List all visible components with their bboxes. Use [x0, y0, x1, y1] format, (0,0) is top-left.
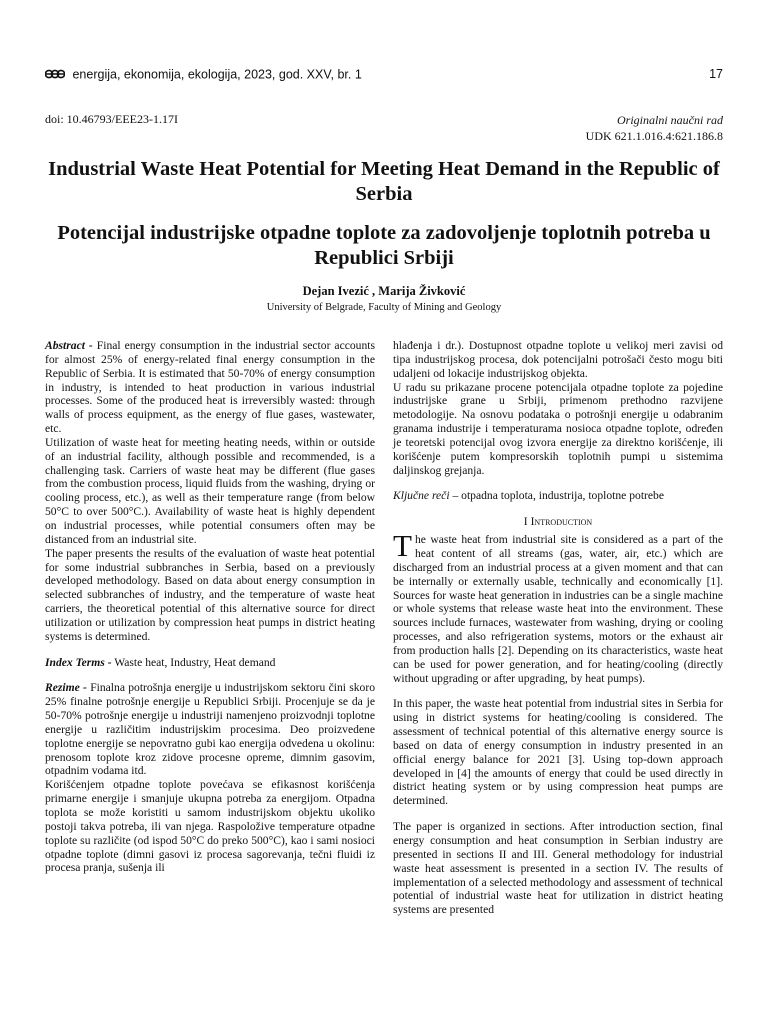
keywords-text: otpadna toplota, industrija, toplotne potrebe — [458, 489, 664, 503]
keywords — [393, 489, 723, 503]
abstract-paragraph-3: The paper presents the results of the evaluation of waste heat potential for some industrial subbranches in Serbia, based on a previously developed methodology. Based on data about energy consumption in selected subbranches of industry, and the temperature of waste heat carriers, the theoretical potential of this alternative source for direct utilization or utilization by compression heat pumps in district heating systems is determined. — [45, 546, 375, 643]
journal-logo-icon — [45, 68, 65, 82]
authors: Dejan Ivezić , Marija Živković — [302, 284, 466, 298]
intro-paragraph-1 — [393, 528, 723, 685]
drop-cap: T — [393, 528, 412, 564]
index-terms-label: Index Terms - — [45, 655, 112, 669]
abstract-paragraph — [45, 339, 375, 436]
running-head — [45, 67, 723, 85]
section-heading-introduction — [393, 515, 723, 529]
title-english: Industrial Waste Heat Potential for Meeting Heat Demand in the Republic of Serbia — [48, 158, 720, 205]
abstract-text: Final energy consumption in the industrial sector accounts for almost 25% of energy-related final energy consumption in the Republic of Serbia. It is estimated that 50-70% of energy consumption in industry, is intended to heat production in various industrial processes. Some of the produced heat is irreversibly wasted: through walls of process equipment, as the energy of flue gases, wastewater, etc. — [45, 339, 375, 436]
rezime-paragraph — [45, 681, 375, 778]
right-column — [393, 339, 723, 917]
index-terms-text: Waste heat, Industry, Heat demand — [111, 655, 276, 669]
keywords-label: Ključne reči – — [393, 489, 459, 503]
rezime-paragraph-2: Korišćenjem otpadne toplote povećava se efikasnost korišćenja primarne energije i smanjuje ukupna potreba za energijom. Otpadna toplota se može koristiti u samom industrijskom objektu ukoliko postoji takva potreba, ili van njega. Raspoložive temperature otpadne toplote su različite (od ispod 50°C do preko 500°C), kao i sami nosioci otpadne toplote (dimni gasovi iz procesa sagorevanja, tečni fluidi iz procesa pranja, sušenja ili — [45, 778, 375, 875]
rezime-paragraph-2-continued: hlađenja i dr.). Dostupnost otpadne toplote u velikoj meri zavisi od tipa industrijskog procesa, dok potencijalni potrošači često mogu biti udaljeni od lokacije industrijskog objekta. — [393, 339, 723, 380]
abstract-paragraph-2: Utilization of waste heat for meeting heating needs, within or outside of an industrial facility, although possible and recommended, is a challenging task. Carriers of waste heat may be different (flue gases from the combustion process, liquid fluids from the washing, drying or cooling process, etc.), as well as their temperature range (from below 50°C to over 500°C.). Availability of waste heat is highly dependent on industrial processes, while potential consumers often may be distanced from an industrial site. — [45, 435, 375, 546]
affiliation: University of Belgrade, Faculty of Mining and Geology — [266, 302, 502, 313]
intro-paragraph-3: The paper is organized in sections. After introduction section, final energy consumption and heat consumption in Serbian industry are presented in sections II and III. General methodology for industrial waste heat assessment is presented in a section IV. The results of implementation of a selected methodology and assessment of technical potential of industrial waste heat for utilization in district heating systems are presented — [393, 820, 723, 917]
journal-citation: energija, ekonomija, ekologija, 2023, god. XXV, br. 1 — [72, 67, 362, 82]
doi: doi: 10.46793/EEE23-1.17I — [45, 112, 178, 126]
index-terms — [45, 656, 375, 670]
rezime-label: Rezime - — [45, 681, 87, 695]
page-number: 17 — [709, 67, 723, 81]
intro-paragraph-1-text: he waste heat from industrial site is considered as a part of the heat content of all streams (gas, water, air, etc.) which are discharged from an industrial process at a given moment and that can be internally or externally usable, technically and economically [1]. Sources for waste heat generation in industries can be a single machine or whole systems that release waste heat into the environment. These sources include furnaces, wastewater from washing, drying or cooling processes, and also refrigeration systems, motors or the exhaust air from production halls [2]. Depending on its characteristics, waste heat can be used for power generation, and for heating/cooling (directly without upgrading or after upgrading, by heat pumps). — [393, 533, 723, 685]
section-number: I — [523, 515, 528, 529]
rezime-paragraph-3: U radu su prikazane procene potencijala otpadne toplote za pojedine industrijske grane u Srbiji, primenom prethodno razvijene metodologije. Na osnovu podataka o potrošnji energije u odabranim granama industrije i temperaturama nosioca otpadne toplote, određen je teoretski potencijal ovog izvora energije za direktno korišćenje, ili korišćenje putem kompresorskih toplotnih pumpi u sistemima daljinskog grejanja. — [393, 380, 723, 477]
article-meta — [586, 112, 723, 144]
rezime-text: Finalna potrošnja energije u industrijskom sektoru čini skoro 25% finalne potrošnje energije u Republici Srbiji. Procenjuje se da je 50-70% potrošnje energije u industriji namenjeno proizvodnji toplotne energije u različitim industrijskim procesima. Deo proizvedene toplotne energije se nepovratno gubi kao energija odvedena u okolinu: prenosom toplote kroz zidove procesne opreme, dimnim gasovim, otpadnim vodama itd. — [45, 681, 375, 778]
paper-type: Originalni naučni rad — [616, 113, 723, 127]
left-column — [45, 339, 375, 875]
udk-code: UDK 621.1.016.4:621.186.8 — [585, 129, 723, 143]
title-serbian: Potencijal industrijske otpadne toplote za zadovoljenje toplotnih potreba u Republici Srbiji — [57, 222, 711, 269]
section-title: Introduction — [530, 515, 593, 529]
intro-paragraph-2: In this paper, the waste heat potential from industrial sites in Serbia for using in district systems for heating/cooling is considered. The assessment of technical potential of this alternative energy source is based on data of energy consumption in industry presented in an official energy balance for 2021 [3]. Using top-down approach developed in [4] the amounts of energy that could be used directly in district heating system or by using compression heat pumps are determined. — [393, 697, 723, 808]
abstract-label: Abstract - — [45, 339, 93, 352]
